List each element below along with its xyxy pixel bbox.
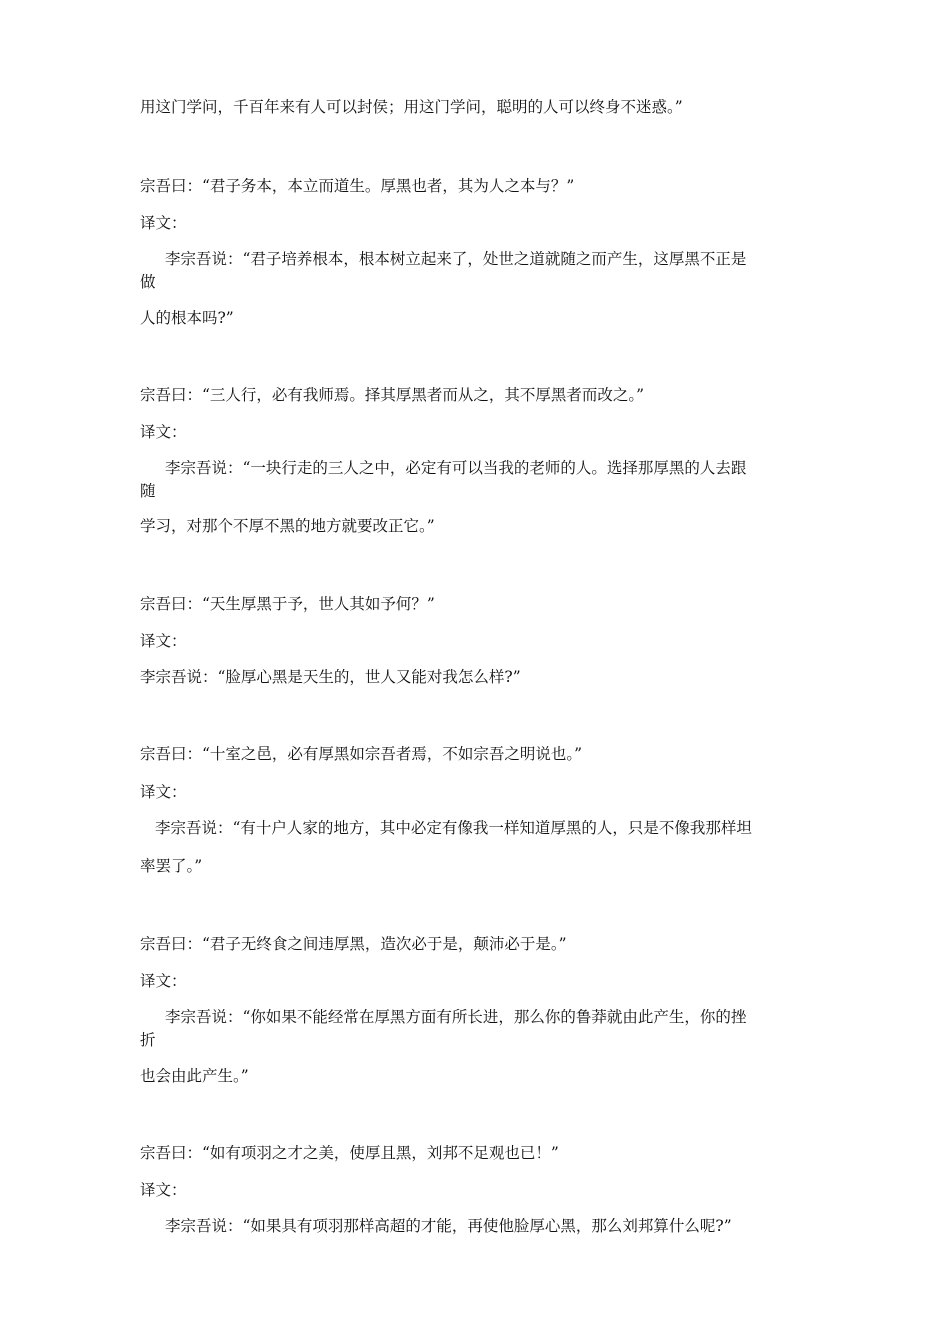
translation-label: 译文：: [140, 1181, 187, 1199]
translation-line: 率罢了。”: [140, 857, 203, 875]
text-line: 用这门学问，千百年来有人可以封侯；用这门学问，聪明的人可以终身不迷惑。”: [140, 98, 683, 116]
translation-label: 译文：: [140, 423, 187, 441]
quote-line: 宗吾曰：“十室之邑，必有厚黑如宗吾者焉，不如宗吾之明说也。”: [140, 745, 583, 763]
translation-line: 李宗吾说：“一块行走的三人之中，必定有可以当我的老师的人。选择那厚黑的人去跟: [165, 459, 747, 477]
translation-label: 译文：: [140, 972, 187, 990]
translation-label: 译文：: [140, 214, 187, 232]
translation-line: 学习，对那个不厚不黑的地方就要改正它。”: [140, 517, 435, 535]
translation-line: 李宗吾说：“如果具有项羽那样高超的才能，再使他脸厚心黑，那么刘邦算什么呢?”: [165, 1217, 732, 1235]
translation-line: 李宗吾说：“君子培养根本，根本树立起来了，处世之道就随之而产生，这厚黑不正是: [165, 250, 747, 268]
quote-line: 宗吾曰：“如有项羽之才之美，使厚且黑，刘邦不足观也已！”: [140, 1144, 559, 1162]
translation-line: 随: [140, 482, 156, 500]
quote-line: 宗吾曰：“君子无终食之间违厚黑，造次必于是，颠沛必于是。”: [140, 935, 567, 953]
translation-line: 折: [140, 1031, 156, 1049]
quote-line: 宗吾曰：“天生厚黑于予，世人其如予何？”: [140, 595, 435, 613]
translation-line: 人的根本吗?”: [140, 309, 234, 327]
translation-label: 译文：: [140, 632, 187, 650]
translation-line: 做: [140, 273, 156, 291]
translation-line: 也会由此产生。”: [140, 1067, 249, 1085]
translation-label: 译文：: [140, 783, 187, 801]
quote-line: 宗吾曰：“君子务本，本立而道生。厚黑也者，其为人之本与？”: [140, 177, 575, 195]
translation-line: 李宗吾说：“你如果不能经常在厚黑方面有所长进，那么你的鲁莽就由此产生，你的挫: [165, 1008, 747, 1026]
quote-line: 宗吾曰：“三人行，必有我师焉。择其厚黑者而从之，其不厚黑者而改之。”: [140, 386, 645, 404]
translation-line: 李宗吾说：“有十户人家的地方，其中必定有像我一样知道厚黑的人，只是不像我那样坦: [155, 819, 752, 837]
translation-line: 李宗吾说：“脸厚心黑是天生的，世人又能对我怎么样?”: [140, 668, 521, 686]
